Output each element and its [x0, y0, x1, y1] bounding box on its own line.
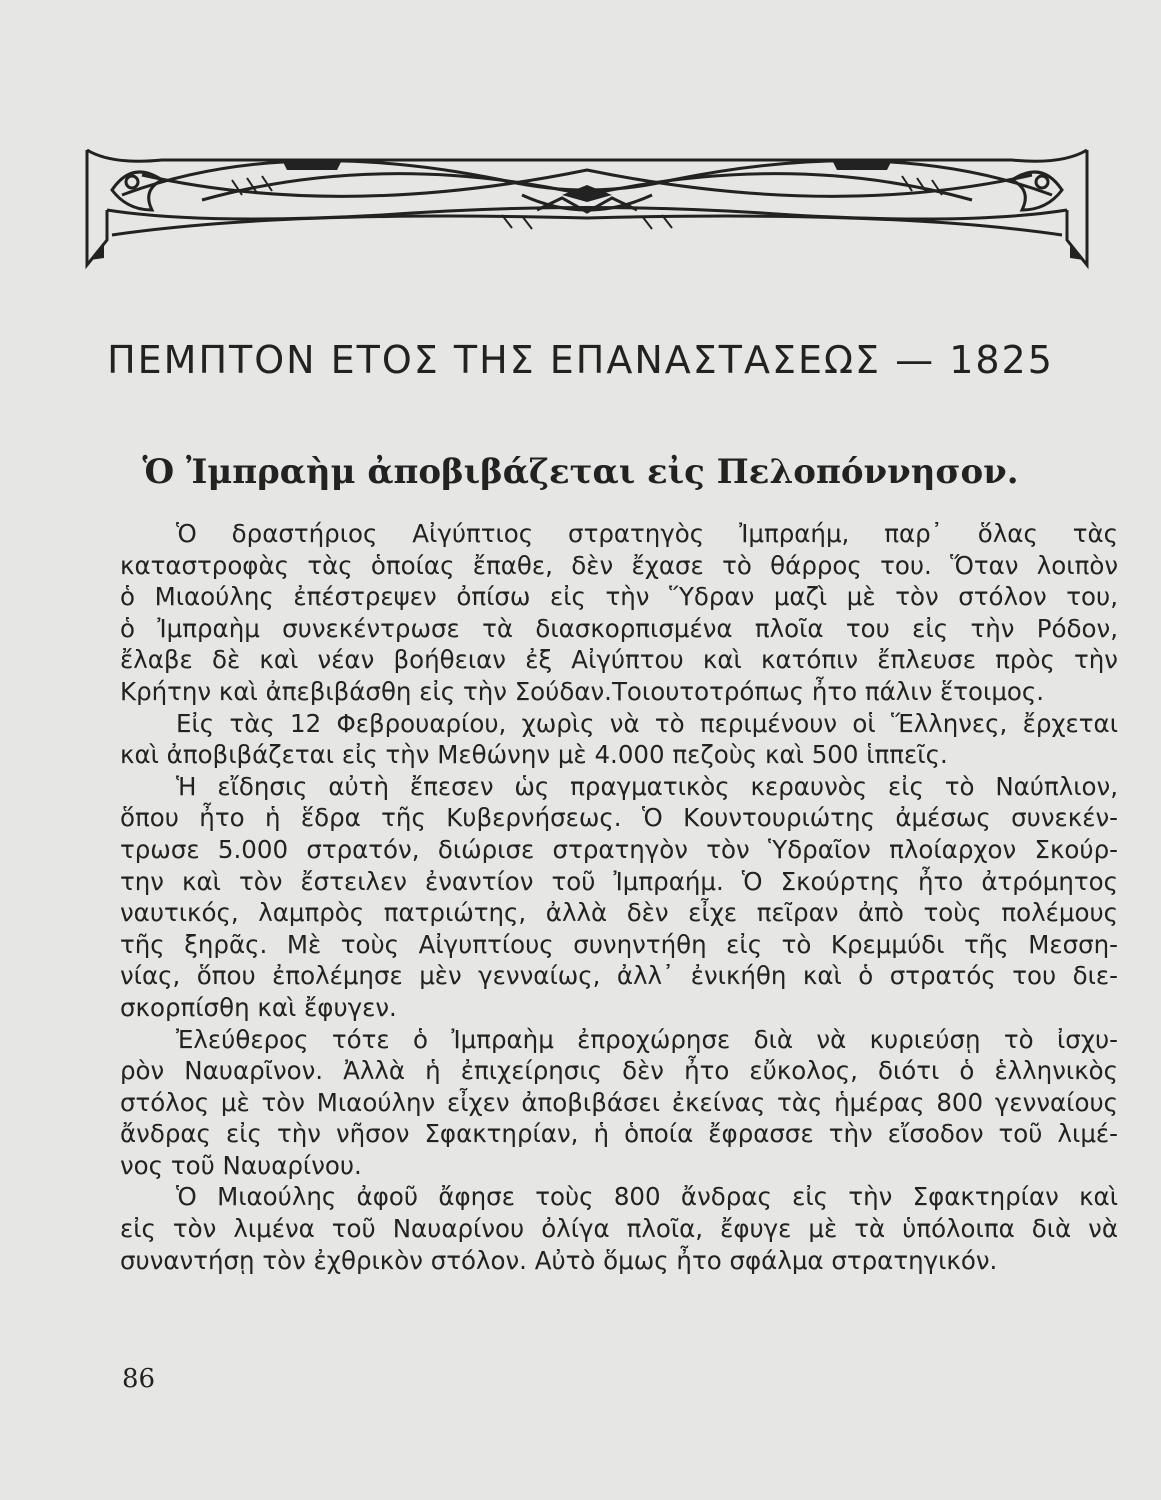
text-line: ἔλαβε δὲ καὶ νέαν βοήθειαν ἐξ Αἰγύπτου καὶ κατόπιν ἔπλευσε πρὸς τὴν: [120, 645, 1118, 675]
text-line: στόλος μὲ τὸν Μιαούλην εἶχεν ἀποβιβάσει ἐκείνας τὰς ἡμέρας 800 γενναίους: [120, 1087, 1118, 1117]
text-line: ὁ Ἰμπραὴμ συνεκέντρωσε τὰ διασκορπισμένα πλοῖα του εἰς τὴν Ρόδον,: [120, 613, 1118, 643]
text-line: ὅπου ἦτο ἡ ἕδρα τῆς Κυβερνήσεως. Ὁ Κουντουριώτης ἀμέσως συνεκέν-: [120, 803, 1118, 833]
decorative-headpiece: [82, 140, 1092, 275]
text-line: νος τοῦ Ναυαρίνου.: [120, 1150, 362, 1180]
text-line: εἰς τὸν λιμένα τοῦ Ναυαρίνου ὀλίγα πλοῖα, ἔφυγε μὲ τὰ ὑπόλοιπα διὰ νὰ: [120, 1214, 1118, 1244]
text-line: ναυτικός, λαμπρὸς πατριώτης, ἀλλὰ δὲν εἶχε πεῖραν ἀπὸ τοὺς πολέμους: [120, 898, 1118, 928]
text-line: τῆς ξηρᾶς. Μὲ τοὺς Αἰγυπτίους συνηντήθη εἰς τὸ Κρεμμύδι τῆς Μεσση-: [120, 929, 1118, 959]
text-line: την καὶ τὸν ἔστειλεν ἐναντίον τοῦ Ἰμπραήμ. Ὁ Σκούρτης ἦτο ἀτρόμητος: [120, 866, 1118, 896]
text-line: Κρήτην καὶ ἀπεβιβάσθη εἰς τὴν Σούδαν.Τοιουτοτρόπως ἦτο πάλιν ἕτοιμος.: [120, 676, 1045, 706]
text-line: Ὁ δραστήριος Αἰγύπτιος στρατηγὸς Ἰμπραήμ, παρ᾽ ὅλας τὰς: [176, 519, 1118, 548]
text-line: καὶ ἀποβιβάζεται εἰς τὴν Μεθώνην μὲ 4.000 πεζοὺς καὶ 500 ἱππεῖς.: [120, 740, 948, 770]
text-line: νίας, ὅπου ἐπολέμησε μὲν γενναίως, ἀλλ᾽ ἐνικήθη καὶ ὁ στρατός του διε-: [120, 961, 1118, 991]
text-line: ἄνδρας εἰς τὴν νῆσον Σφακτηρίαν, ἡ ὁποία ἔφρασσε τὴν εἴσοδον τοῦ λιμέ-: [120, 1119, 1118, 1149]
body-text: [120, 518, 1118, 1276]
text-line: Ὁ Μιαούλης ἀφοῦ ἄφησε τοὺς 800 ἄνδρας εἰς τὴν Σφακτηρίαν καὶ: [176, 1182, 1118, 1212]
text-line: Εἰς τὰς 12 Φεβρουαρίου, χωρὶς νὰ τὸ περιμένουν οἱ Ἕλληνες, ἔρχεται: [176, 708, 1118, 738]
text-line: Ἡ εἴδησις αὐτὴ ἔπεσεν ὡς πραγματικὸς κεραυνὸς εἰς τὸ Ναύπλιον,: [176, 771, 1118, 801]
text-line: ρὸν Ναυαρῖνον. Ἀλλὰ ἡ ἐπιχείρησις δὲν ἦτο εὔκολος, διότι ὁ ἑλληνικὸς: [120, 1056, 1118, 1086]
text-line: συναντήσῃ τὸν ἐχθρικὸν στόλον. Αὐτὸ ὅμως ἦτο σφάλμα στρατηγικόν.: [120, 1245, 998, 1275]
text-line: καταστροφὰς τὰς ὁποίας ἔπαθε, δὲν ἔχασε τὸ θάρρος του. Ὅταν λοιπὸν: [120, 550, 1118, 580]
page-number: 86: [122, 1364, 156, 1394]
text-line: τρωσε 5.000 στρατόν, διώρισε στρατηγὸν τὸν Ὑδραῖον πλοίαρχον Σκούρ-: [120, 834, 1118, 864]
text-line: ὁ Μιαούλης ἐπέστρεψεν ὀπίσω εἰς τὴν Ὕδραν μαζὶ μὲ τὸν στόλον του,: [120, 582, 1118, 612]
chapter-title: ΠΕΜΠΤΟΝ ΕΤΟΣ ΤΗΣ ΕΠΑΝΑΣΤΑΣΕΩΣ — 1825: [107, 338, 1054, 382]
text-line: Ἐλεύθερος τότε ὁ Ἰμπραὴμ ἐπροχώρησε διὰ νὰ κυριεύσῃ τὸ ἰσχυ-: [176, 1024, 1118, 1054]
text-line: σκορπίσθη καὶ ἔφυγεν.: [120, 992, 397, 1022]
section-title: Ὁ Ἰμπραὴμ ἀποβιβάζεται εἰς Πελοπόννησον.: [142, 452, 1019, 492]
